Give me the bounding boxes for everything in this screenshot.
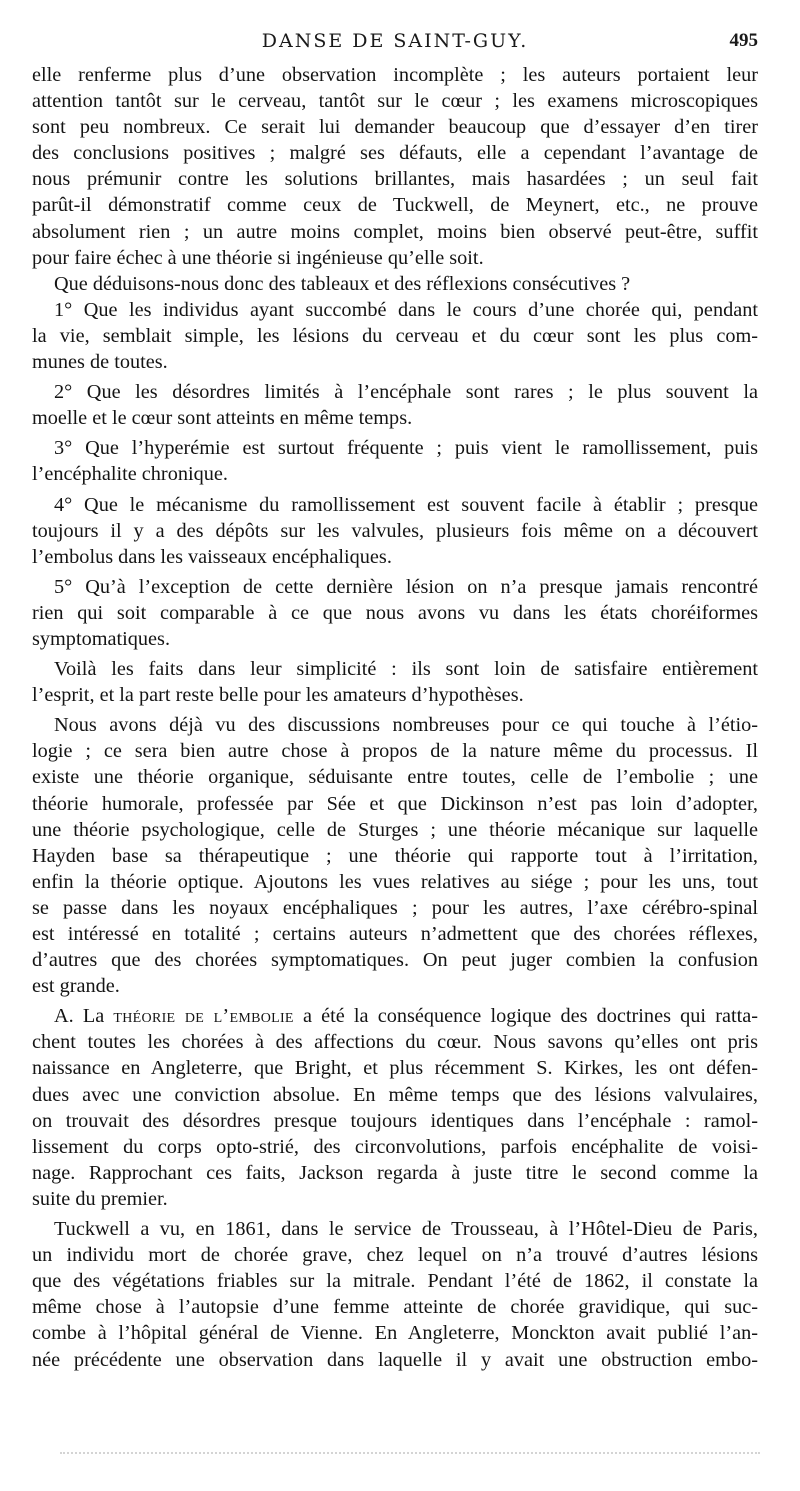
body-text xyxy=(32,62,758,1373)
text-line: toujours il y a des dépôts sur les valvules, plusieurs fois même on a découvert xyxy=(32,519,758,542)
text-line: combe à l’hôpital général de Vienne. En Angleterre, Monckton avait publié l’an- xyxy=(32,1322,758,1345)
text-line: une théorie psychologique, celle de Sturges ; une théorie mécanique sur laquelle xyxy=(32,818,758,841)
text-line: l’esprit, et la part reste belle pour les amateurs d’hypothèses. xyxy=(32,684,524,707)
text-line: attention tantôt sur le cerveau, tantôt sur le cœur ; les examens microscopiques xyxy=(32,90,758,113)
text-line: absolument rien ; un autre moins complet, moins bien observé peut-être, suffit xyxy=(32,220,758,243)
text-line: que des végétations friables sur la mitrale. Pendant l’été de 1862, il constate la xyxy=(32,1270,758,1293)
text-line: Hayden base sa thérapeutique ; une théorie qui rapporte tout à l’irritation, xyxy=(32,844,758,867)
text-line: suite du premier. xyxy=(32,1187,168,1210)
text-line: la vie, semblait simple, les lésions du cerveau et du cœur sont les plus com- xyxy=(32,324,758,347)
text-line: un individu mort de chorée grave, chez lequel on n’a trouvé d’autres lésions xyxy=(32,1244,758,1267)
text-line: 1° Que les individus ayant succombé dans le cours d’une chorée qui, pendant xyxy=(54,298,758,321)
text-line: Voilà les faits dans leur simplicité : ils sont loin de satisfaire entièrement xyxy=(54,658,758,681)
text-line: l’embolus dans les vaisseaux encéphaliques. xyxy=(32,545,392,568)
page-header xyxy=(32,30,758,54)
text-line: même chose à l’autopsie d’une femme atteinte de chorée gravidique, qui suc- xyxy=(32,1296,758,1319)
text-line: théorie humorale, professée par Sée et que Dickinson n’est pas loin d’adopter, xyxy=(32,792,758,815)
page-number: 495 xyxy=(729,30,758,51)
bleed-through-line xyxy=(60,1452,760,1457)
text-line: née précédente une observation dans laquelle il y avait une obstruction embo- xyxy=(32,1348,758,1371)
text-line: Tuckwell a vu, en 1861, dans le service de Trousseau, à l’Hôtel-Dieu de Paris, xyxy=(54,1218,758,1241)
text-line: est intéressé en totalité ; certains auteurs n’admettent que des chorées réflexes, xyxy=(32,923,758,945)
text-line: la conséquence logique des doctrines qui ratta- xyxy=(353,1005,758,1028)
text-line: 4° Que le mécanisme du ramollissement est souvent facile à établir ; presque xyxy=(54,493,758,516)
text-line: rien qui soit comparable à ce que nous avons vu dans les états choréiformes xyxy=(32,601,758,624)
text-line: l’encéphalite chronique. xyxy=(32,463,228,486)
text-line: Nous avons déjà vu des discussions nombreuses pour ce qui touche à l’étio- xyxy=(54,714,758,737)
text-line: moelle et le cœur sont atteints en même temps. xyxy=(32,407,413,430)
text-line: naissance en Angleterre, que Bright, et plus récemment S. Kirkes, les ont défen- xyxy=(32,1057,758,1080)
text-line: des conclusions positives ; malgré ses défauts, elle a cependant l’avantage de xyxy=(32,142,758,165)
text-line: 5° Qu’à l’exception de cette dernière lésion on n’a presque jamais rencontré xyxy=(54,575,758,598)
text-line: lissement du corps opto-strié, des circonvolutions, parfois encéphalite de voisi- xyxy=(32,1135,758,1158)
text-line: munes de toutes. xyxy=(32,351,168,374)
text-line: se passe dans les noyaux encéphaliques ; pour les autres, l’axe cérébro-spinal xyxy=(32,896,758,919)
text-line: enfin la théorie optique. Ajoutons les vues relatives au siége ; pour les uns, tout xyxy=(32,870,758,893)
text-line: symptomatiques. xyxy=(32,627,171,650)
running-title: DANSE DE SAINT-GUY. xyxy=(261,30,529,52)
text-line: on trouvait des désordres presque toujours identiques dans l’encéphale : ramol- xyxy=(32,1109,758,1132)
text-line: 3° Que l’hyperémie est surtout fréquente ; puis vient le ramollissement, puis xyxy=(54,437,758,460)
text-line: est grande. xyxy=(32,975,120,998)
text-line: 2° Que les désordres limités à l’encéphale sont rares ; le plus souvent la xyxy=(54,381,758,404)
text-line: sont peu nombreux. Ce serait lui demander beaucoup que d’essayer d’en tirer xyxy=(32,116,758,139)
text-line: d’autres que des chorées symptomatiques. On peut juger combien la confusion xyxy=(32,949,758,972)
text-line: dues avec une conviction absolue. En même temps que des lésions valvulaires, xyxy=(32,1083,758,1106)
section-a-title: théorie de l’embolie xyxy=(113,1005,294,1028)
text-line: logie ; ce sera bien autre chose à propos de la nature même du processus. Il xyxy=(32,740,758,763)
text-line: pour faire échec à une théorie si ingénieuse qu’elle soit. xyxy=(32,246,484,269)
text-line: Que déduisons-nous donc des tableaux et des réflexions consécutives ? xyxy=(54,272,631,295)
text-line: nous prémunir contre les solutions brillantes, mais hasardées ; un seul fait xyxy=(32,168,758,191)
section-a-label: A. La xyxy=(54,1005,105,1028)
text-line: chent toutes les chorées à des affections du cœur. Nous savons qu’elles ont pris xyxy=(32,1031,758,1054)
text-line: elle renferme plus d’une observation incomplète ; les auteurs portaient leur xyxy=(32,64,758,86)
section-a-verb: a été xyxy=(302,1005,345,1028)
section-a-line xyxy=(32,1003,758,1029)
text-line: parût-il démonstratif comme ceux de Tuckwell, de Meynert, etc., ne prouve xyxy=(32,194,758,217)
text-line: nage. Rapprochant ces faits, Jackson regarda à juste titre le second comme la xyxy=(32,1161,758,1184)
text-line: existe une théorie organique, séduisante entre toutes, celle de l’embolie ; une xyxy=(32,766,758,789)
